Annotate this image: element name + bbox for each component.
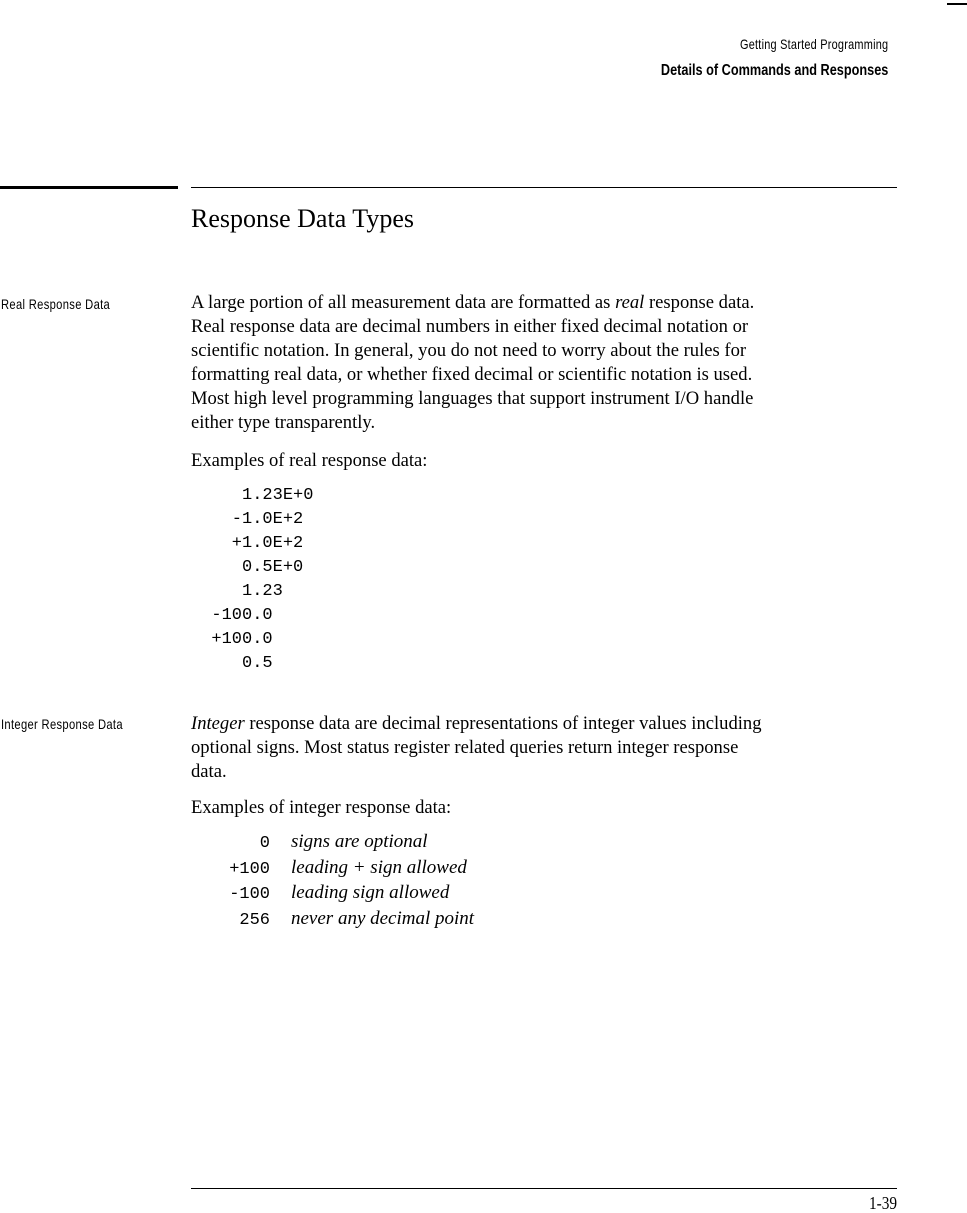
real-response-paragraph — [191, 291, 901, 435]
paragraph-line: optional signs. Most status register related queries return integer response — [191, 737, 739, 758]
integer-example-value: -100 — [229, 885, 270, 904]
real-examples-heading: Examples of real response data: — [191, 450, 428, 471]
running-head-section: Details of Commands and Responses — [660, 62, 888, 79]
real-example-item: 1.23E+0 — [191, 486, 314, 505]
integer-example-item — [191, 857, 474, 883]
paragraph-line: scientific notation. In general, you do not need to worry about the rules for — [191, 340, 747, 361]
page-number: 1-39 — [868, 1193, 897, 1213]
integer-examples-heading: Examples of integer response data: — [191, 797, 452, 818]
real-example-item: -1.0E+2 — [191, 510, 304, 529]
paragraph-line: Most high level programming languages that support instrument I/O handle — [191, 388, 754, 409]
integer-example-item — [191, 882, 474, 908]
paragraph-line: Real response data are decimal numbers in either fixed decimal notation or — [191, 316, 749, 337]
running-head — [611, 34, 888, 81]
integer-example-note: never any decimal point — [291, 907, 475, 929]
real-example-item: 0.5 — [191, 654, 273, 673]
real-example-item: -100.0 — [191, 606, 273, 625]
integer-example-value: +100 — [229, 859, 270, 879]
paragraph-line: A large portion of all measurement data are formatted as real response data. — [191, 292, 755, 313]
side-label-real-response-data: Real Response Data — [1, 296, 111, 312]
integer-example-value: 0 — [259, 834, 270, 853]
integer-example-item — [191, 908, 474, 934]
section-title: Response Data Types — [191, 204, 414, 233]
integer-examples-list — [191, 831, 474, 933]
real-example-item: 0.5E+0 — [191, 558, 304, 577]
paragraph-line: either type transparently. — [191, 412, 376, 433]
emphasis-real: real — [615, 292, 645, 313]
integer-example-note: leading + sign allowed — [291, 856, 467, 878]
real-examples-list — [191, 484, 313, 676]
paragraph-line: Integer response data are decimal representations of integer values including — [191, 713, 762, 734]
footer-rule — [191, 1188, 897, 1189]
integer-example-note: signs are optional — [291, 831, 428, 852]
integer-example-note: leading sign allowed — [291, 882, 450, 903]
section-rule-thick — [0, 186, 178, 189]
real-example-item: +100.0 — [191, 630, 273, 649]
integer-example-value: 256 — [239, 910, 270, 930]
integer-response-paragraph — [191, 712, 901, 784]
real-example-item: +1.0E+2 — [191, 534, 304, 553]
integer-example-item — [191, 831, 474, 857]
real-example-item: 1.23 — [191, 582, 283, 601]
section-rule-thin — [191, 187, 897, 188]
paragraph-line: formatting real data, or whether fixed decimal or scientific notation is used. — [191, 364, 753, 385]
corner-crop-mark — [947, 3, 967, 5]
paragraph-line: data. — [191, 761, 227, 782]
side-label-integer-response-data: Integer Response Data — [1, 716, 123, 732]
running-head-chapter: Getting Started Programming — [739, 36, 888, 52]
emphasis-integer: Integer — [191, 713, 245, 734]
